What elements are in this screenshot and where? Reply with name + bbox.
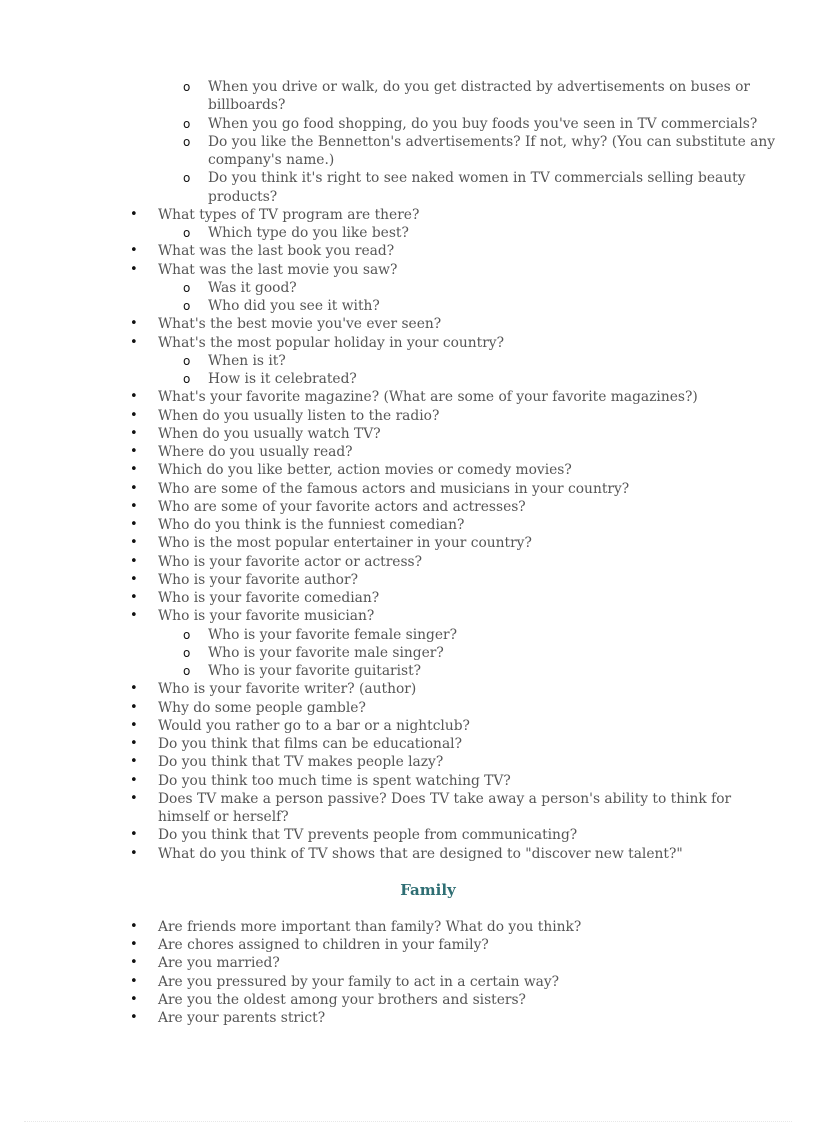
sub-list-item-text: How is it celebrated?: [208, 371, 357, 387]
list-item-text: Who is your favorite author?: [158, 571, 358, 588]
bullet-icon: [130, 480, 138, 498]
sub-list-item-text: When you drive or walk, do you get distracted by advertisements on buses or: [208, 79, 750, 95]
sub-list-item-text: Who did you see it with?: [208, 298, 380, 314]
bullet-icon: [130, 717, 138, 735]
bullet-icon: [130, 534, 138, 552]
section-heading-family: Family: [400, 880, 456, 899]
list-item-text: Do you think that TV prevents people from communicating?: [158, 827, 578, 844]
list-item-text: When do you usually watch TV?: [158, 425, 381, 442]
sub-bullet-icon: [183, 279, 190, 298]
bullet-icon: [130, 699, 138, 717]
list-item-text: Why do some people gamble?: [158, 699, 366, 716]
list-item-text: Where do you usually read?: [158, 444, 353, 460]
bullet-icon: [130, 443, 138, 461]
bullet-icon: [130, 261, 138, 279]
bullet-icon: [130, 315, 138, 333]
bullet-icon: [130, 607, 138, 625]
list-item-text: Who is the most popular entertainer in your country?: [158, 535, 532, 552]
sub-bullet-icon: [183, 626, 190, 645]
family-list-item-text: Are you pressured by your family to act in a certain way?: [158, 973, 560, 990]
bullet-icon: [130, 407, 138, 425]
list-item-text: Do you think that films can be educational?: [158, 736, 462, 752]
sub-bullet-icon: [183, 297, 190, 316]
list-item-text: What's the best movie you've ever seen?: [158, 316, 442, 333]
family-list-item-text: Are chores assigned to children in your family?: [158, 937, 489, 953]
family-list-item-text: Are you the oldest among your brothers and sisters?: [158, 991, 526, 1008]
sub-list-item-text: Who is your favorite male singer?: [208, 644, 444, 661]
list-item-text: Who are some of the famous actors and musicians in your country?: [158, 480, 630, 497]
sub-bullet-icon: [183, 370, 190, 389]
sub-bullet-icon: [183, 169, 190, 188]
sub-bullet-icon: [183, 115, 190, 134]
bullet-icon: [130, 680, 138, 698]
sub-list-item-text: Do you think it's right to see naked women in TV commercials selling beauty: [208, 170, 746, 187]
sub-list-item-text: When is it?: [208, 352, 286, 369]
bullet-icon: [130, 1009, 138, 1027]
sub-list-item-text: Was it good?: [208, 279, 297, 296]
list-item-text: What do you think of TV shows that are designed to "discover new talent?": [158, 845, 683, 862]
bullet-icon: [130, 845, 138, 863]
family-list-item-text: Are friends more important than family? What do you think?: [158, 918, 582, 935]
list-item-text: Who is your favorite comedian?: [158, 590, 380, 606]
bullet-icon: [130, 918, 138, 936]
list-item-text: Does TV make a person passive? Does TV take away a person's ability to think for: [158, 790, 732, 807]
bullet-icon: [130, 242, 138, 260]
sub-list-item-text: Do you like the Bennetton's advertisements? If not, why? (You can substitute any: [208, 133, 776, 150]
bullet-icon: [130, 973, 138, 991]
bullet-icon: [130, 589, 138, 607]
bullet-icon: [130, 753, 138, 771]
list-item-text: Who is your favorite musician?: [158, 608, 375, 625]
bullet-icon: [130, 991, 138, 1009]
list-item-text: Who is your favorite actor or actress?: [158, 553, 423, 570]
list-item-text: Who are some of your favorite actors and actresses?: [158, 498, 526, 515]
bullet-icon: [130, 334, 138, 352]
bullet-icon: [130, 571, 138, 589]
bullet-icon: [130, 826, 138, 844]
list-item-text: What was the last book you read?: [158, 243, 395, 260]
bullet-icon: [130, 735, 138, 753]
sub-list-item-text: Which type do you like best?: [208, 225, 409, 241]
list-item-text: What types of TV program are there?: [158, 206, 420, 223]
list-item-text: himself or herself?: [158, 809, 289, 825]
sub-bullet-icon: [183, 644, 190, 663]
bullet-icon: [130, 954, 138, 972]
bullet-icon: [130, 790, 138, 808]
list-item-text: What's the most popular holiday in your country?: [158, 334, 504, 351]
sub-list-item-text: billboards?: [208, 97, 286, 114]
list-item-text: Do you think too much time is spent watching TV?: [158, 772, 511, 789]
bullet-icon: [130, 936, 138, 954]
list-item-text: Do you think that TV makes people lazy?: [158, 754, 444, 771]
list-item-text: What's your favorite magazine? (What are some of your favorite magazines?): [158, 389, 698, 406]
family-list-item-text: Are your parents strict?: [158, 1010, 326, 1026]
sub-list-item-text: Who is your favorite female singer?: [208, 626, 458, 643]
sub-bullet-icon: [183, 133, 190, 152]
list-item-text: What was the last movie you saw?: [158, 261, 398, 278]
list-item-text: Who do you think is the funniest comedian?: [158, 517, 465, 533]
sub-bullet-icon: [183, 662, 190, 681]
bullet-icon: [130, 425, 138, 443]
sub-list-item-text: Who is your favorite guitarist?: [208, 663, 422, 679]
sub-list-item-text: When you go food shopping, do you buy foods you've seen in TV commercials?: [208, 115, 758, 132]
list-item-text: Who is your favorite writer? (author): [158, 681, 417, 698]
sub-bullet-icon: [183, 78, 190, 97]
bullet-icon: [130, 498, 138, 516]
bullet-icon: [130, 516, 138, 534]
list-item-text: Which do you like better, action movies or comedy movies?: [158, 462, 572, 479]
page-bottom-divider: [24, 1121, 792, 1122]
bullet-icon: [130, 461, 138, 479]
sub-bullet-icon: [183, 352, 190, 371]
bullet-icon: [130, 772, 138, 790]
sub-bullet-icon: [183, 224, 190, 243]
bullet-icon: [130, 553, 138, 571]
sub-list-item-text: company's name.): [208, 152, 335, 168]
bullet-icon: [130, 388, 138, 406]
list-item-text: When do you usually listen to the radio?: [158, 407, 440, 424]
sub-list-item-text: products?: [208, 188, 278, 205]
family-list-item-text: Are you married?: [158, 955, 280, 972]
list-item-text: Would you rather go to a bar or a nightclub?: [158, 717, 470, 734]
bullet-icon: [130, 206, 138, 224]
